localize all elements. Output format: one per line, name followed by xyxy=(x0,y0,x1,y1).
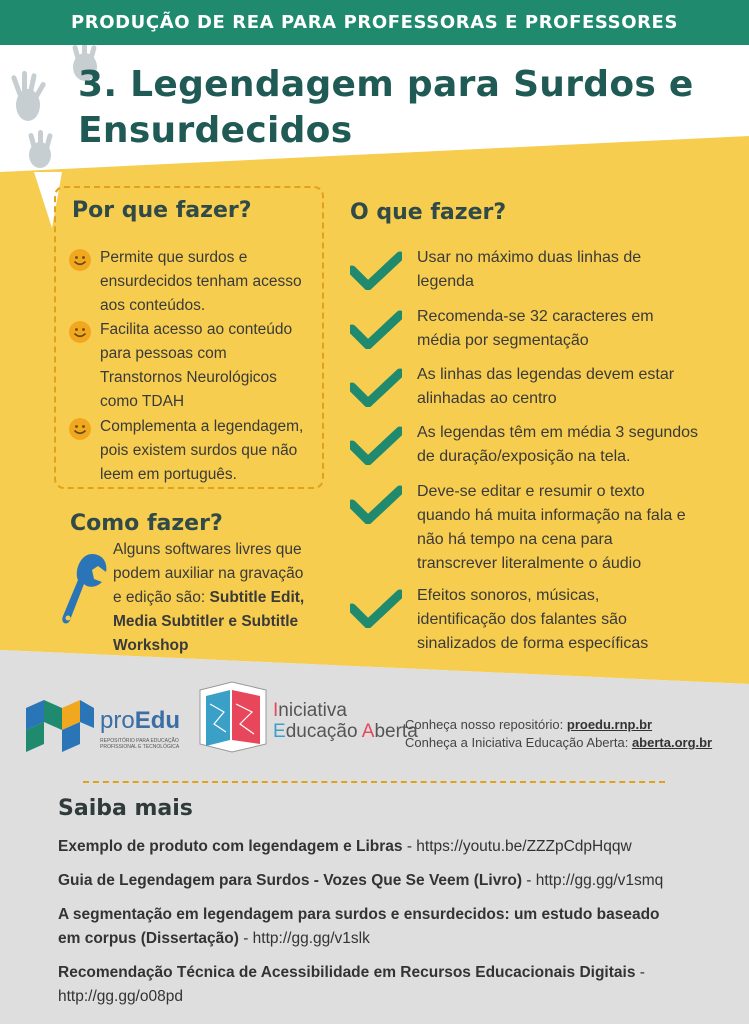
text-line: Complementa a legendagem, xyxy=(100,418,304,435)
text-line: de duração/exposição na tela. xyxy=(417,448,631,465)
header-banner xyxy=(0,0,749,45)
text-line xyxy=(113,610,328,634)
text-line: Recomenda-se 32 caracteres em xyxy=(417,308,654,325)
reference-title: A segmentação em legendagem para surdos e ensurdecidos: um estudo baseado xyxy=(58,906,660,923)
proedu-logo-text xyxy=(100,707,180,735)
repository-label: Conheça nosso repositório: xyxy=(405,717,567,732)
how-heading: Como fazer? xyxy=(70,511,223,536)
reference-title: em corpus (Dissertação) xyxy=(58,930,239,947)
reference-link[interactable]: - http://gg.gg/v1slk xyxy=(238,930,370,947)
logo-text-part: pro xyxy=(100,707,135,734)
iea-line1 xyxy=(273,700,418,721)
checkmark-icon xyxy=(350,425,402,465)
logo-text-part: ducação xyxy=(285,721,362,742)
proedu-logo-subtitle: REPOSITÓRIO PARA EDUCAÇÃO PROFISSIONAL E TECNOLÓGICA xyxy=(100,738,180,750)
checkmark-icon xyxy=(350,250,402,290)
text-line: ensurdecidos tenham acesso xyxy=(100,273,302,290)
logo-text-part: Edu xyxy=(134,707,181,734)
iea-line2 xyxy=(273,721,418,742)
text-line: para pessoas com xyxy=(100,345,227,362)
logo-letter: E xyxy=(273,721,286,742)
software-names: Workshop xyxy=(113,637,189,654)
smiley-icon xyxy=(68,320,92,344)
text-line: Efeitos sonoros, músicas, xyxy=(417,587,600,604)
iniciativa-line xyxy=(405,735,712,750)
text-line: não há tempo na cena para xyxy=(417,531,613,548)
reference-link[interactable]: - http://gg.gg/v1smq xyxy=(521,872,664,889)
what-item-text xyxy=(417,480,686,576)
page-title-line2: Ensurdecidos xyxy=(78,110,353,151)
what-item-text xyxy=(417,246,641,294)
reference-title: Recomendação Técnica de Acessibilidade em Recursos Educacionais Digitais xyxy=(58,964,636,981)
page-title xyxy=(78,62,718,154)
iea-logo-text xyxy=(273,700,418,742)
more-heading: Saiba mais xyxy=(58,796,193,821)
reference-item xyxy=(58,961,708,1009)
logo-letter: A xyxy=(361,721,375,742)
text-line: legenda xyxy=(417,273,474,290)
wrench-icon xyxy=(62,552,108,628)
repository-link[interactable]: proedu.rnp.br xyxy=(566,717,653,732)
smiley-icon xyxy=(68,417,92,441)
iniciativa-link[interactable]: aberta.org.br xyxy=(631,735,713,750)
text-line: quando há muita informação na fala e xyxy=(417,507,686,524)
text-line: Usar no máximo duas linhas de xyxy=(417,249,642,266)
header-banner-text: PRODUÇÃO DE REA PARA PROFESSORAS E PROFESSORES xyxy=(70,12,679,33)
logo-text-part: niciativa xyxy=(278,700,347,721)
what-item xyxy=(350,305,730,353)
text-line xyxy=(113,634,328,658)
reference-item xyxy=(58,903,708,951)
text-line xyxy=(58,927,708,951)
what-item-text xyxy=(417,305,654,353)
how-text xyxy=(113,538,328,658)
reference-link[interactable]: - https://youtu.be/ZZZpCdpHqqw xyxy=(402,838,632,855)
text-span: e edição são: xyxy=(113,589,210,606)
why-item xyxy=(68,318,320,414)
iniciativa-label: Conheça a Iniciativa Educação Aberta: xyxy=(405,735,632,750)
proedu-logo-icon xyxy=(26,700,94,752)
what-item-text xyxy=(417,421,698,469)
reference-title: Exemplo de produto com legendagem e Libras xyxy=(58,838,403,855)
text-line: podem auxiliar na gravação xyxy=(113,565,304,582)
text-line: leem em português. xyxy=(100,466,237,483)
text-line: Transtornos Neurológicos xyxy=(100,369,277,386)
reference-separator: - xyxy=(635,964,645,981)
page-title-line1: 3. Legendagem para Surdos e xyxy=(78,64,694,105)
what-item xyxy=(350,363,730,411)
text-line: sinalizados de forma específicas xyxy=(417,635,649,652)
software-names: Subtitle Edit, xyxy=(209,589,305,606)
text-line xyxy=(58,985,708,1009)
reference-link[interactable]: http://gg.gg/o08pd xyxy=(58,988,183,1005)
text-line: transcrever literalmente o áudio xyxy=(417,555,642,572)
text-line: As legendas têm em média 3 segundos xyxy=(417,424,699,441)
text-line: Deve-se editar e resumir o texto xyxy=(417,483,645,500)
logo-letter: I xyxy=(273,700,279,721)
smiley-icon xyxy=(68,248,92,272)
why-item-text xyxy=(100,246,302,318)
why-item xyxy=(68,246,320,318)
text-line: Alguns softwares livres que xyxy=(113,541,302,558)
logo-text-part: berta xyxy=(374,721,418,742)
what-item xyxy=(350,246,730,294)
what-item-text xyxy=(417,584,648,656)
repository-line xyxy=(405,717,652,732)
text-line: como TDAH xyxy=(100,393,185,410)
checkmark-icon xyxy=(350,367,402,407)
what-item xyxy=(350,584,730,656)
text-line xyxy=(58,961,708,985)
text-line: identificação dos falantes são xyxy=(417,611,627,628)
what-item xyxy=(350,421,730,469)
why-heading: Por que fazer? xyxy=(72,198,252,223)
what-item-text xyxy=(417,363,674,411)
what-item xyxy=(350,480,730,576)
why-item-text xyxy=(100,415,303,487)
text-line: As linhas das legendas devem estar xyxy=(417,366,675,383)
text-line xyxy=(58,903,708,927)
software-names: Media Subtitler e Subtitle xyxy=(113,613,299,630)
text-line: pois existem surdos que não xyxy=(100,442,298,459)
text-line: aos conteúdos. xyxy=(100,297,206,314)
text-line: Facilita acesso ao conteúdo xyxy=(100,321,293,338)
checkmark-icon xyxy=(350,309,402,349)
what-heading: O que fazer? xyxy=(350,200,507,225)
why-item-text xyxy=(100,318,292,414)
iniciativa-educacao-aberta-logo-icon xyxy=(200,682,266,752)
text-line: alinhadas ao centro xyxy=(417,390,557,407)
reference-title: Guia de Legendagem para Surdos - Vozes Que Se Veem (Livro) xyxy=(58,872,522,889)
checkmark-icon xyxy=(350,484,402,524)
reference-item xyxy=(58,835,708,859)
why-item xyxy=(68,415,320,487)
checkmark-icon xyxy=(350,588,402,628)
text-line: média por segmentação xyxy=(417,332,589,349)
text-line: Permite que surdos e xyxy=(100,249,248,266)
reference-item xyxy=(58,869,708,893)
section-divider xyxy=(83,781,665,783)
text-line xyxy=(113,586,328,610)
